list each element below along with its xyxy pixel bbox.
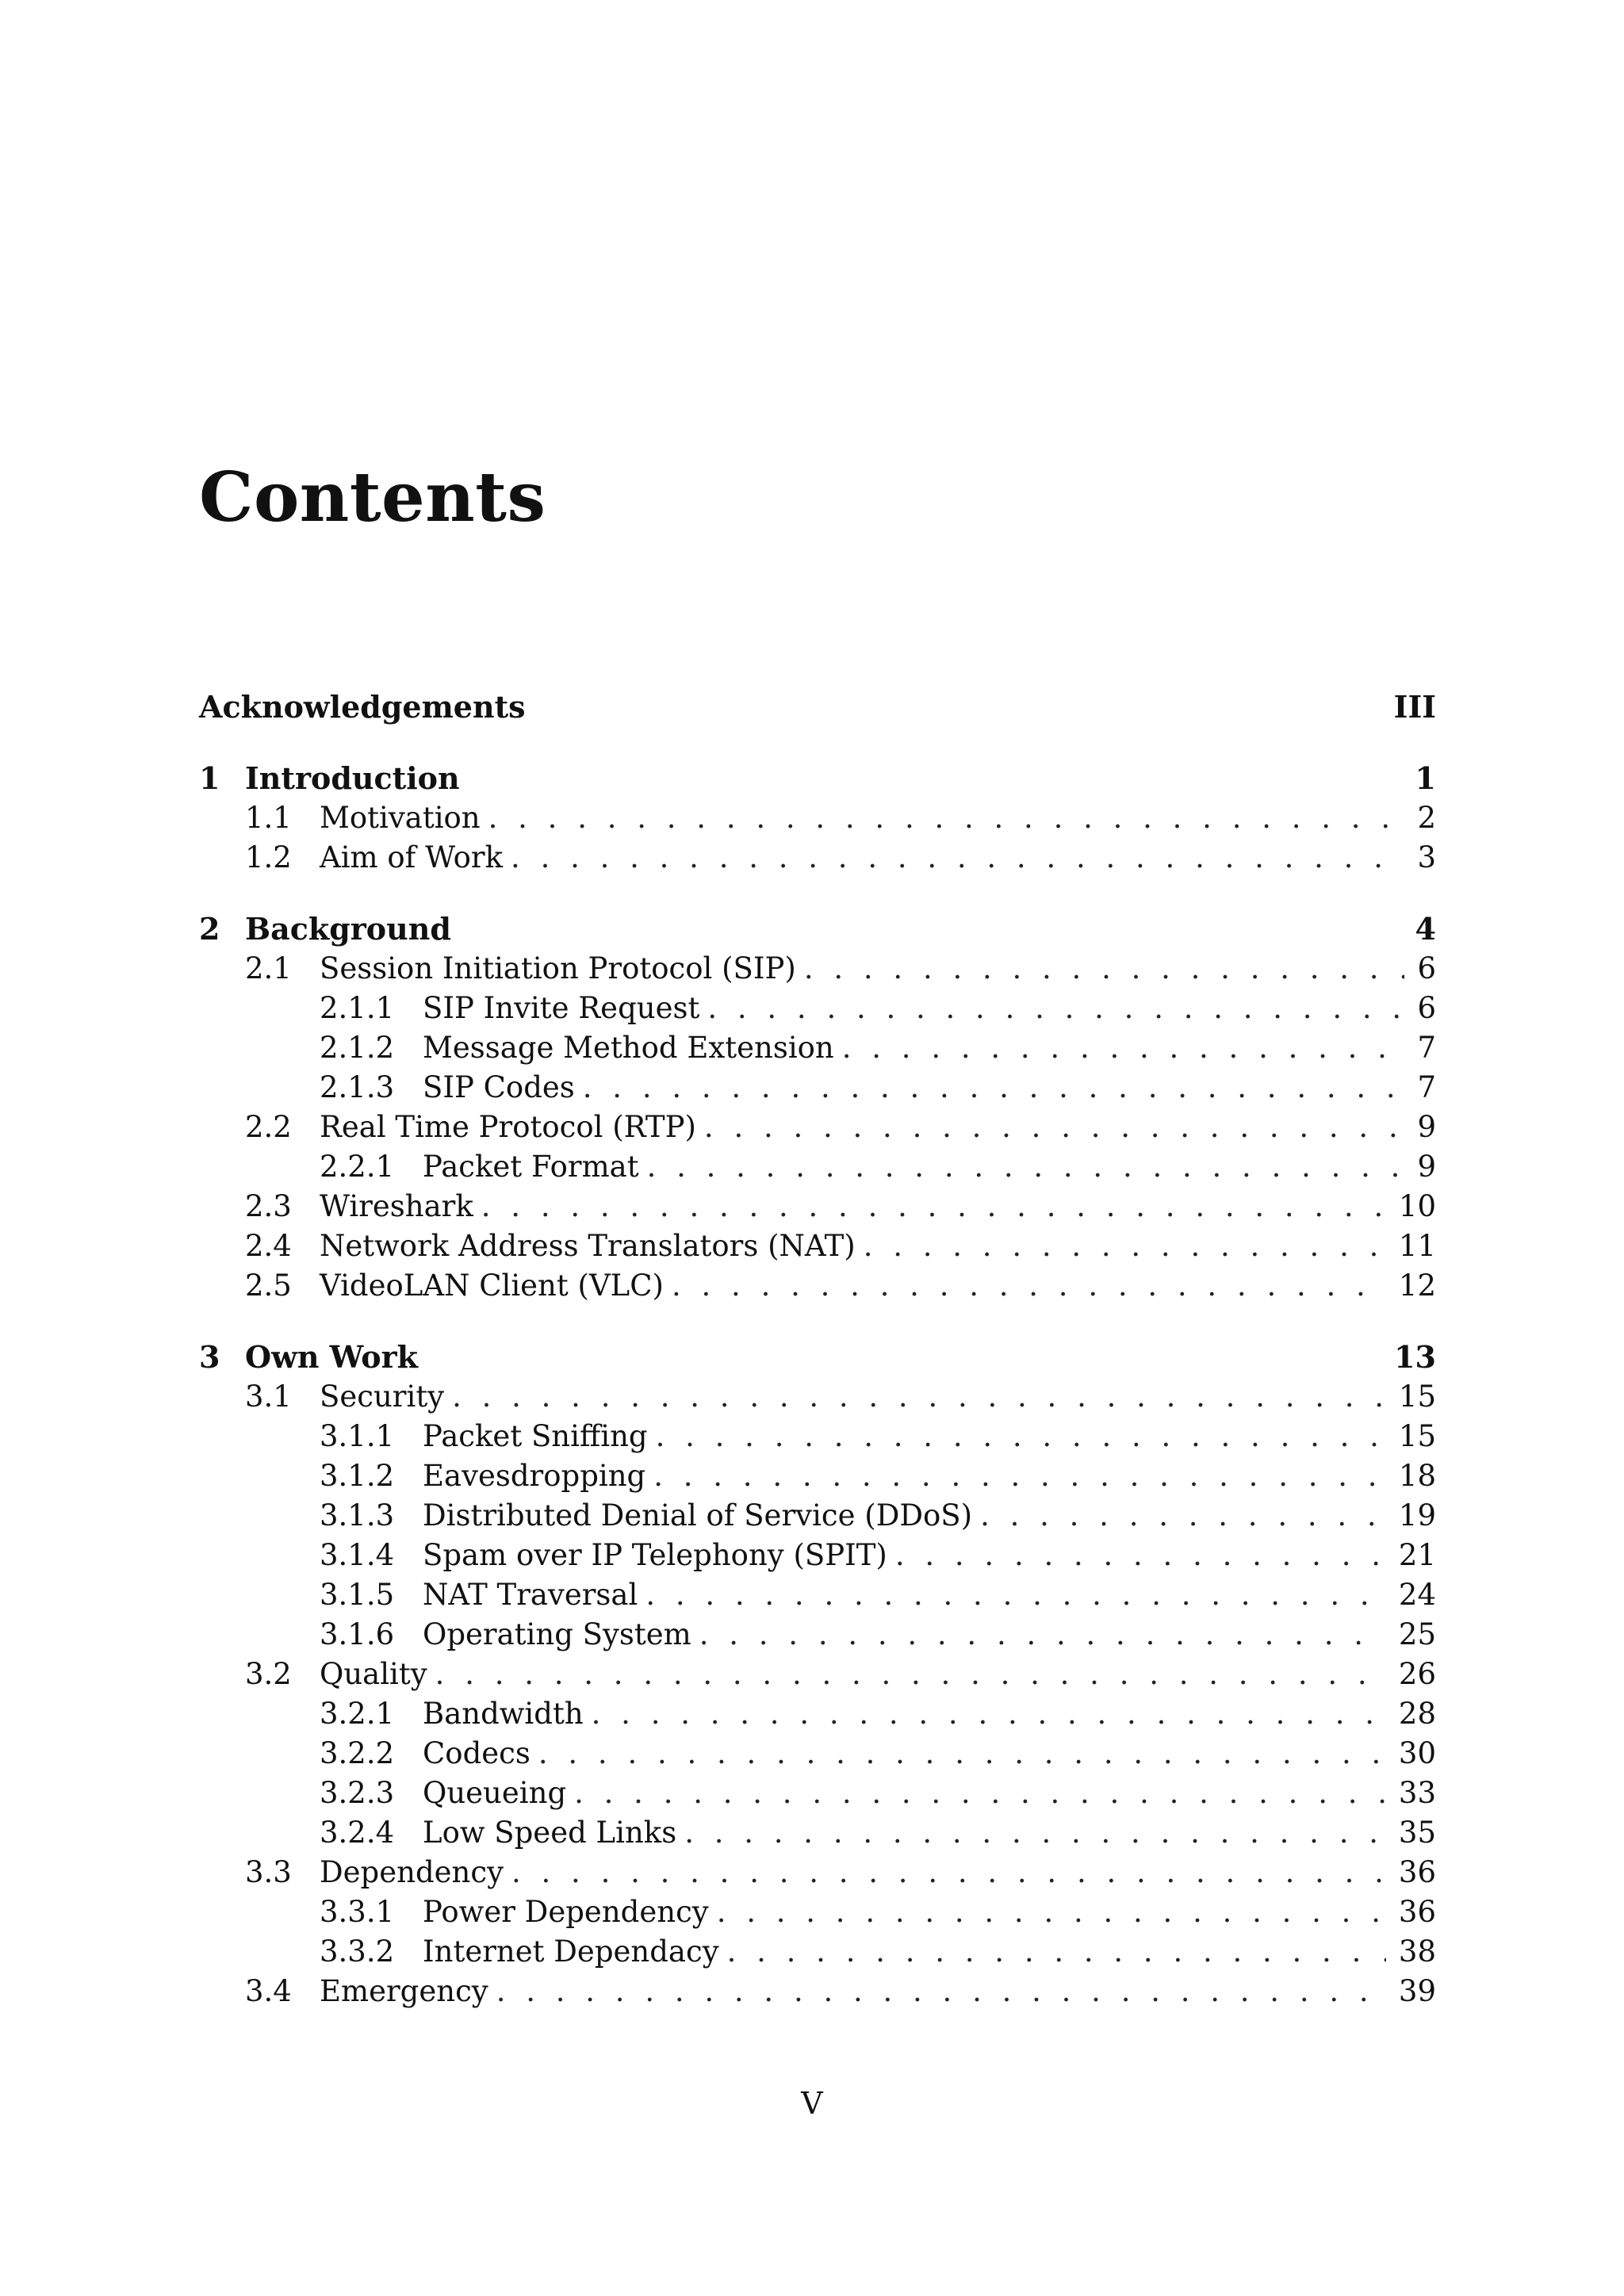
toc-entry-subsection (199, 1892, 1436, 1932)
toc-dot-leader (638, 1575, 1386, 1615)
toc-entry-title: Message Method Extension (423, 1031, 834, 1065)
toc-entry-number: 3.2 (245, 1657, 292, 1691)
toc-entry-number: 3.2.1 (320, 1697, 395, 1731)
toc-entry-page: 7 (1417, 1031, 1436, 1065)
toc-dot-leader (584, 1694, 1386, 1734)
toc-entry-page: 25 (1398, 1617, 1436, 1651)
toc-entry-page: 13 (1394, 1339, 1436, 1375)
toc-entry-subsection (199, 1068, 1436, 1108)
toc-entry-page: 19 (1398, 1498, 1436, 1533)
toc-entry-page: 21 (1398, 1538, 1436, 1572)
toc-entry-number: 3.1 (245, 1380, 292, 1414)
toc-entry-number: 2.2 (245, 1110, 292, 1144)
toc-entry-page: 6 (1417, 991, 1436, 1025)
toc-entry-page: 1 (1415, 760, 1436, 796)
toc-entry-title: Power Dependency (423, 1895, 709, 1929)
toc-dot-leader (530, 1734, 1386, 1774)
toc-entry-number: 2.1.3 (320, 1070, 395, 1104)
toc-entry-subsection (199, 1456, 1436, 1496)
toc-entry-subsection (199, 1496, 1436, 1536)
toc-dot-leader (691, 1615, 1386, 1655)
toc-entry-section (199, 1972, 1436, 2011)
toc-entry-title: Distributed Denial of Service (DDoS) (423, 1498, 973, 1533)
toc-entry-number: 2.4 (245, 1229, 292, 1263)
toc-entry-number: 3.4 (245, 1974, 292, 2008)
toc-entry-title: Packet Sniffing (423, 1419, 648, 1453)
toc-entry-title: Eavesdropping (423, 1459, 646, 1493)
page-title: Contents (199, 457, 546, 538)
toc-entry-page: 11 (1398, 1229, 1436, 1263)
toc-entry-page: 2 (1417, 801, 1436, 835)
toc-entry-number: 2 (199, 911, 220, 947)
toc-entry-title: Acknowledgements (199, 689, 526, 725)
toc-entry-chapter (199, 1337, 1436, 1377)
toc-entry-number: 3.1.1 (320, 1419, 395, 1453)
toc-entry-number: 3 (199, 1339, 220, 1375)
toc-dot-leader (488, 1972, 1386, 2011)
toc-entry-title: Spam over IP Telephony (SPIT) (423, 1538, 887, 1572)
toc-entry-title: Emergency (320, 1974, 488, 2008)
toc-entry-page: 36 (1398, 1895, 1436, 1929)
toc-dot-leader (481, 798, 1405, 838)
toc-entry-number: 2.2.1 (320, 1150, 395, 1184)
toc-entry-title: Internet Dependacy (423, 1934, 719, 1969)
toc-entry-title: Introduction (245, 760, 460, 796)
toc-dot-leader (645, 1456, 1386, 1496)
toc-entry-number: 3.2.4 (320, 1816, 395, 1850)
toc-entry-number: 2.1.1 (320, 991, 395, 1025)
toc-dot-leader (664, 1266, 1386, 1306)
toc-entry-number: 3.1.6 (320, 1617, 395, 1651)
toc-dot-leader (719, 1932, 1386, 1972)
toc-entry-number: 1.2 (245, 840, 292, 874)
toc-entry-number: 3.1.5 (320, 1578, 395, 1612)
toc-entry-page: 9 (1417, 1110, 1436, 1144)
toc-entry-section (199, 1853, 1436, 1892)
toc-entry-title: VideoLAN Client (VLC) (320, 1269, 664, 1303)
toc-entry-number: 3.3 (245, 1855, 292, 1889)
toc-entry-number: 2.1 (245, 951, 292, 985)
toc-entry-page: 36 (1398, 1855, 1436, 1889)
toc-dot-leader (796, 949, 1405, 989)
toc-entry-page: 12 (1398, 1269, 1436, 1303)
toc-entry-number: 1 (199, 760, 220, 796)
toc-dot-leader (503, 838, 1404, 878)
toc-entry-number: 3.2.2 (320, 1736, 395, 1770)
toc-entry-title: Dependency (320, 1855, 504, 1889)
toc-entry-section (199, 1187, 1436, 1226)
toc-entry-page: 3 (1417, 840, 1436, 874)
toc-entry-title: Background (245, 911, 451, 947)
toc-entry-chapter (199, 909, 1436, 949)
toc-entry-page: 15 (1398, 1380, 1436, 1414)
toc-entry-number: 3.1.2 (320, 1459, 395, 1493)
toc-entry-number: 3.3.2 (320, 1934, 395, 1969)
toc-entry-number: 3.1.3 (320, 1498, 395, 1533)
toc-entry-subsection (199, 1028, 1436, 1068)
toc-entry-number: 2.5 (245, 1269, 292, 1303)
toc-dot-leader (972, 1496, 1386, 1536)
toc-entry-section (199, 838, 1436, 878)
toc-entry-page: III (1393, 689, 1436, 725)
toc-entry-page: 18 (1398, 1459, 1436, 1493)
toc-entry-subsection (199, 1813, 1436, 1853)
toc-entry-title: Session Initiation Protocol (SIP) (320, 951, 796, 985)
toc-dot-leader (444, 1377, 1386, 1417)
toc-entry-subsection (199, 1734, 1436, 1774)
toc-entry-title: Codecs (423, 1736, 530, 1770)
toc-entry-title: SIP Invite Request (423, 991, 700, 1025)
toc-entry-page: 6 (1417, 951, 1436, 985)
toc-entry-title: Aim of Work (320, 840, 504, 874)
toc-entry-page: 10 (1398, 1189, 1436, 1223)
toc-entry-subsection (199, 1417, 1436, 1456)
toc-entry-page: 30 (1398, 1736, 1436, 1770)
page-number: V (801, 2086, 823, 2121)
toc-entry-page: 38 (1398, 1934, 1436, 1969)
toc-dot-leader (709, 1892, 1386, 1932)
toc-entry-number: 3.1.4 (320, 1538, 395, 1572)
toc-entry-section (199, 1108, 1436, 1147)
toc-entry-number: 3.2.3 (320, 1776, 395, 1810)
toc-entry-number: 2.1.2 (320, 1031, 395, 1065)
toc-entry-subsection (199, 1932, 1436, 1972)
toc-entry-section (199, 1655, 1436, 1694)
toc-dot-leader (566, 1774, 1386, 1813)
toc-dot-leader (887, 1536, 1386, 1575)
toc-entry-number: 2.3 (245, 1189, 292, 1223)
toc-entry-title: Own Work (245, 1339, 418, 1375)
toc-entry-title: NAT Traversal (423, 1578, 638, 1612)
toc-entry-subsection (199, 1575, 1436, 1615)
toc-entry-section (199, 949, 1436, 989)
toc-entry-section (199, 798, 1436, 838)
toc-dot-leader (696, 1108, 1405, 1147)
toc-entry-section (199, 1266, 1436, 1306)
toc-entry-subsection (199, 1536, 1436, 1575)
toc-entry-subsection (199, 1147, 1436, 1187)
toc-entry-page: 35 (1398, 1816, 1436, 1850)
toc-entry-subsection (199, 1774, 1436, 1813)
toc-entry-page: 33 (1398, 1776, 1436, 1810)
toc-entry-chapter (199, 687, 1436, 727)
toc-entry-title: Wireshark (320, 1189, 473, 1223)
toc-dot-leader (427, 1655, 1386, 1694)
toc-entry-number: 3.3.1 (320, 1895, 395, 1929)
toc-entry-title: Queueing (423, 1776, 567, 1810)
toc-entry-page: 15 (1398, 1419, 1436, 1453)
toc-dot-leader (834, 1028, 1405, 1068)
toc-dot-leader (639, 1147, 1405, 1187)
toc-entry-title: Quality (320, 1657, 427, 1691)
toc-dot-leader (504, 1853, 1386, 1892)
toc-entry-title: SIP Codes (423, 1070, 575, 1104)
toc-entry-title: Network Address Translators (NAT) (320, 1229, 856, 1263)
toc-entry-page: 26 (1398, 1657, 1436, 1691)
toc-entry-title: Security (320, 1380, 445, 1414)
toc-entry-page: 28 (1398, 1697, 1436, 1731)
toc-entry-subsection (199, 1615, 1436, 1655)
toc-entry-title: Bandwidth (423, 1697, 584, 1731)
toc-entry-subsection (199, 989, 1436, 1028)
toc-entry-title: Packet Format (423, 1150, 639, 1184)
toc-entry-section (199, 1226, 1436, 1266)
toc-entry-page: 24 (1398, 1578, 1436, 1612)
toc-dot-leader (856, 1226, 1386, 1266)
toc-dot-leader (699, 989, 1404, 1028)
toc-entry-page: 4 (1415, 911, 1436, 947)
toc-entry-page: 39 (1398, 1974, 1436, 2008)
toc-entry-title: Real Time Protocol (RTP) (320, 1110, 696, 1144)
toc-entry-page: 7 (1417, 1070, 1436, 1104)
toc-entry-page: 9 (1417, 1150, 1436, 1184)
toc-dot-leader (676, 1813, 1386, 1853)
toc-dot-leader (648, 1417, 1386, 1456)
toc-entry-section (199, 1377, 1436, 1417)
toc-dot-leader (575, 1068, 1405, 1108)
toc-entry-title: Operating System (423, 1617, 691, 1651)
toc-entry-chapter (199, 759, 1436, 798)
toc-entry-title: Low Speed Links (423, 1816, 677, 1850)
toc-entry-title: Motivation (320, 801, 481, 835)
toc-entry-number: 1.1 (245, 801, 292, 835)
toc-entry-subsection (199, 1694, 1436, 1734)
toc-dot-leader (473, 1187, 1386, 1226)
